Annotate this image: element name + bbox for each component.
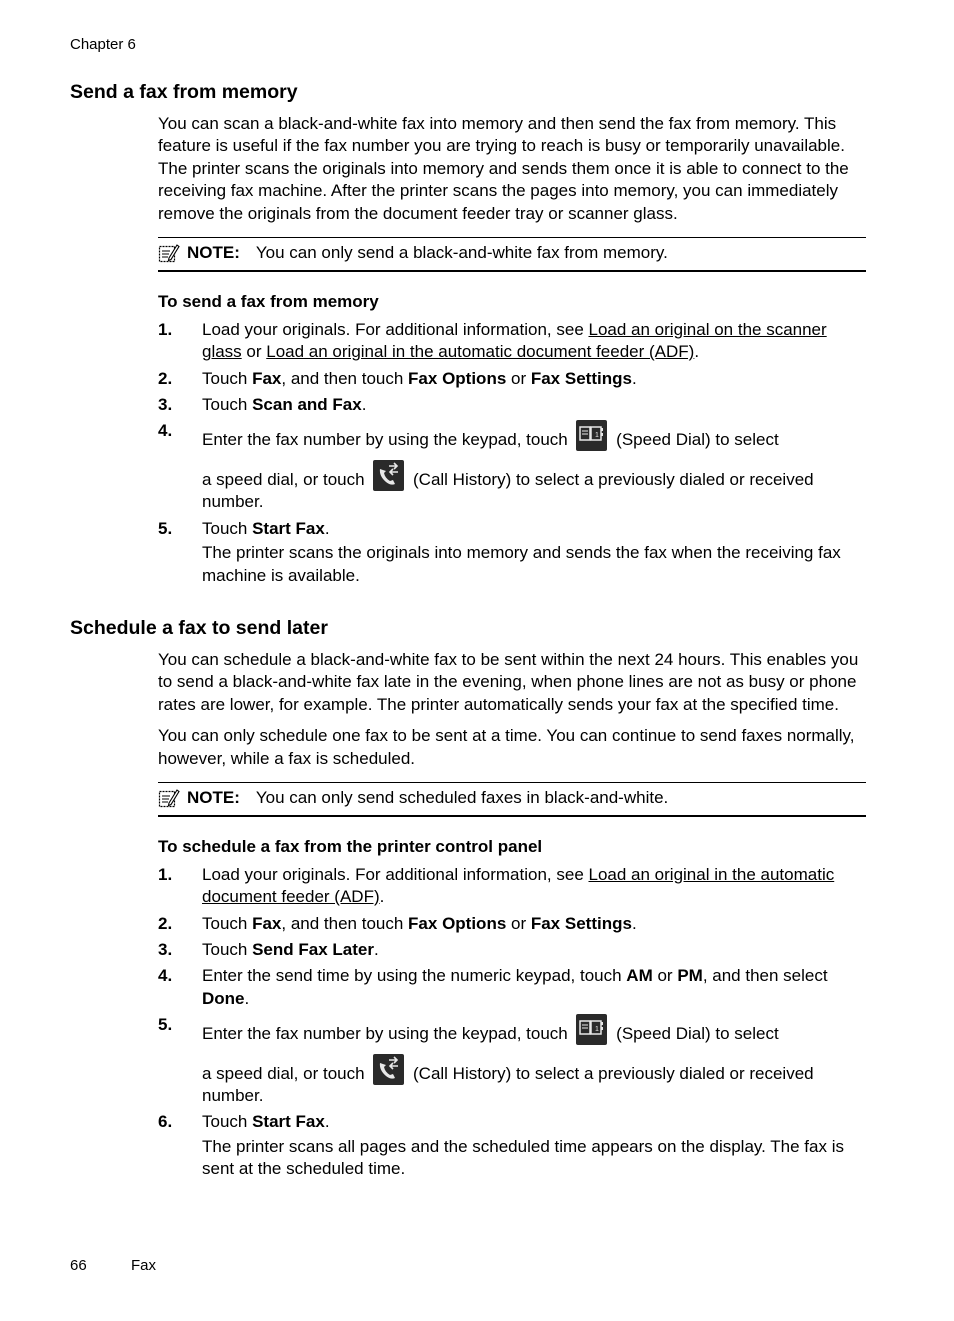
step-item: 2. Touch Fax, and then touch Fax Options or Fax Settings. [158, 368, 868, 390]
link-load-original-adf[interactable]: Load an original in the automatic document feeder (ADF) [202, 864, 835, 907]
step-item: 3. Touch Send Fax Later. [158, 939, 868, 961]
note-text: You can only send scheduled faxes in black-and-white. [255, 787, 669, 807]
page-number: 66 [70, 1257, 87, 1274]
call-history-icon [373, 460, 404, 491]
procedure-title: To send a fax from memory [158, 292, 379, 312]
note-label: NOTE: [187, 243, 240, 263]
page-content [0, 80, 954, 1185]
step-item: 3. Touch Scan and Fax. [158, 394, 868, 416]
intro-paragraph: You can schedule a black-and-white fax to be sent within the next 24 hours. This enables you to send a black-and-white fax late in the evening, when phone lines are not as busy or phone rates are lower, for example. The printer automatically sends your fax at the specified time. [158, 649, 859, 714]
section-send-from-memory [158, 113, 868, 587]
step-number: 4. [158, 966, 173, 986]
procedure-steps [158, 319, 868, 587]
step-number: 3. [158, 395, 173, 415]
note-box [158, 782, 866, 817]
step-item: 6. Touch Start Fax. The printer scans all pages and the scheduled time appears on the display. The fax is sent at the scheduled time. [158, 1111, 868, 1180]
page-footer [70, 1257, 157, 1274]
note-pencil-icon [158, 242, 180, 264]
chapter-header: Chapter 6 [70, 36, 136, 53]
step-item: 5. Touch Start Fax. The printer scans the originals into memory and sends the fax when the receiving fax machine is available. [158, 518, 868, 587]
step-number: 2. [158, 368, 173, 388]
step-followup-text: The printer scans the originals into memory and sends the fax when the receiving fax machine is available. [202, 543, 841, 585]
call-history-icon [373, 1054, 404, 1085]
step-number: 1. [158, 864, 173, 884]
footer-section-name: Fax [131, 1257, 157, 1274]
step-number: 4. [158, 421, 173, 441]
svg-text:1: 1 [595, 1026, 600, 1034]
speed-dial-icon [576, 1014, 607, 1045]
note-box [158, 237, 866, 272]
step-item: 4. Enter the send time by using the numeric keypad, touch AM or PM, and then select Done. [158, 966, 828, 1008]
step-item: 5. Enter the fax number by using the keypad, touch 1 (Speed Dial) to select a speed dial, or touch (Call History) to select a previously dialed or received number. [158, 1015, 814, 1105]
speed-dial-icon [576, 420, 607, 451]
step-number: 2. [158, 913, 173, 933]
step-number: 5. [158, 1015, 173, 1035]
section-title-send-from-memory: Send a fax from memory [70, 81, 298, 103]
svg-text:1: 1 [595, 432, 600, 440]
link-load-original-adf[interactable]: Load an original in the automatic document feeder (ADF) [266, 342, 695, 362]
procedure-title: To schedule a fax from the printer control panel [158, 837, 543, 857]
section-schedule-fax [158, 649, 868, 1181]
step-item: 1. Load your originals. For additional information, see Load an original in the automatic document feeder (ADF). [158, 864, 835, 907]
link-load-original-scanner-glass[interactable]: Load an original on the scanner glass [202, 319, 827, 362]
step-number: 3. [158, 939, 173, 959]
step-item: 1. Load your originals. For additional information, see Load an original on the scanner glass or Load an original in the automatic document feeder (ADF). [158, 319, 827, 362]
body-paragraph: You can only schedule one fax to be sent at a time. You can continue to send faxes normally, however, while a fax is scheduled. [158, 726, 855, 768]
procedure-steps [158, 864, 868, 1181]
step-item: 4. Enter the fax number by using the keypad, touch 1 (Speed Dial) to select a speed dial, or touch (Call History) to select a previously dialed or received number. [158, 421, 814, 512]
intro-paragraph: You can scan a black-and-white fax into memory and then send the fax from memory. This feature is useful if the fax number you are trying to reach is busy or temporarily unavailable. The printer scans the originals into memory and sends them once it is able to connect to the receiving fax machine. After the printer scans the pages into memory, you can immediately remove the originals from the document feeder tray or scanner glass. [158, 114, 849, 223]
step-item: 2. Touch Fax, and then touch Fax Options or Fax Settings. [158, 913, 868, 935]
section-title-schedule-fax: Schedule a fax to send later [70, 616, 328, 639]
step-number: 1. [158, 319, 173, 339]
step-number: 5. [158, 518, 173, 538]
note-pencil-icon [158, 787, 180, 809]
step-followup-text: The printer scans all pages and the scheduled time appears on the display. The fax is sent at the scheduled time. [202, 1136, 844, 1179]
note-text: You can only send a black-and-white fax from memory. [255, 243, 668, 263]
note-label: NOTE: [187, 787, 240, 807]
step-number: 6. [158, 1112, 173, 1132]
